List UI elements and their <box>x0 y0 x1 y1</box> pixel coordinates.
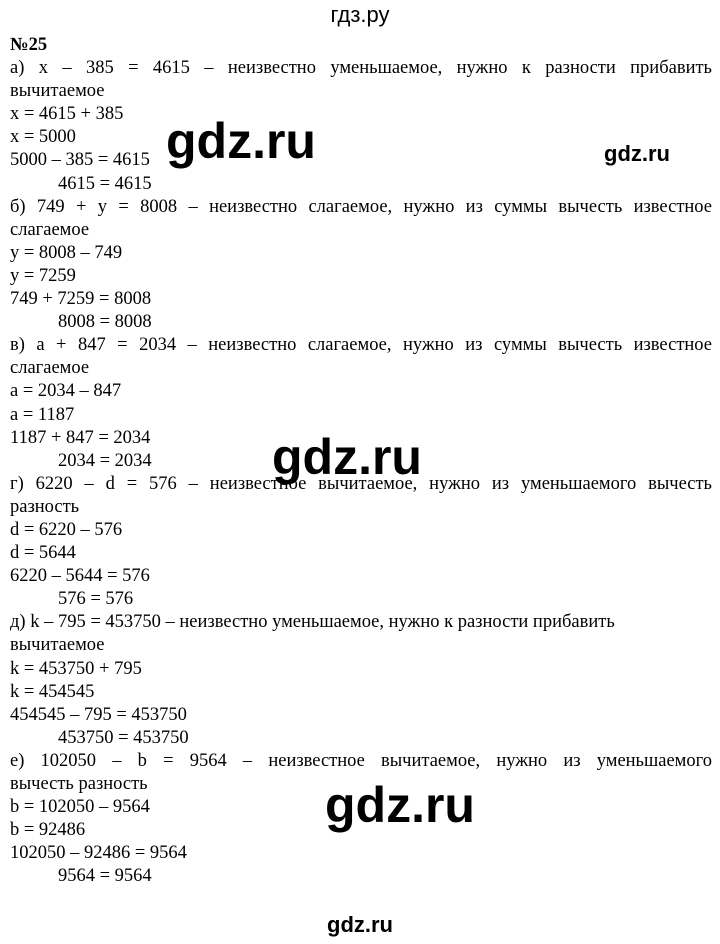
watermark: gdz.ru <box>325 777 475 833</box>
solution-line: 6220 – 5644 = 576 <box>10 566 150 587</box>
solution-line: вычитаемое <box>10 81 105 102</box>
solution-line: а) x – 385 = 4615 – неизвестно уменьшаемое, нужно к разности прибавить <box>10 58 712 79</box>
solution-line: вычитаемое <box>10 635 105 656</box>
solution-line: 2034 = 2034 <box>58 450 152 471</box>
solution-line: 454545 – 795 = 453750 <box>10 704 187 725</box>
solution-line: разность <box>10 496 80 517</box>
solution-line: 453750 = 453750 <box>58 727 189 748</box>
solution-line: б) 749 + y = 8008 – неизвестно слагаемое, нужно из суммы вычесть известное <box>10 196 712 217</box>
solution-line: в) a + 847 = 2034 – неизвестно слагаемое, нужно из суммы вычесть известное <box>10 335 712 356</box>
watermark-small: gdz.ru <box>604 141 670 166</box>
solution-line: 1187 + 847 = 2034 <box>10 427 151 448</box>
solution-line: b = 92486 <box>10 820 86 841</box>
solution-line: a = 2034 – 847 <box>10 381 122 402</box>
solution-line: 749 + 7259 = 8008 <box>10 289 152 310</box>
solution-line: 8008 = 8008 <box>58 312 152 333</box>
problem-title: №25 <box>10 35 48 55</box>
solution-line: г) 6220 – d = 576 – неизвестное вычитаемое, нужно из уменьшаемого вычесть <box>10 473 712 494</box>
site-footer: gdz.ru <box>327 912 393 937</box>
solution-line: y = 7259 <box>10 265 76 286</box>
watermark: gdz.ru <box>272 429 422 485</box>
solution-line: b = 102050 – 9564 <box>10 797 150 818</box>
solution-line: x = 4615 + 385 <box>10 104 124 125</box>
solution-line: d = 5644 <box>10 543 76 564</box>
solution-line: 102050 – 92486 = 9564 <box>10 843 187 864</box>
solution-line: 576 = 576 <box>58 589 134 610</box>
solution-line: 9564 = 9564 <box>58 866 152 887</box>
solution-line: k = 454545 <box>10 681 95 702</box>
solution-line: x = 5000 <box>10 127 76 148</box>
solution-line: е) 102050 – b = 9564 – неизвестное вычитаемое, нужно из уменьшаемого <box>10 750 712 771</box>
solution-line: слагаемое <box>10 219 90 240</box>
solution-line: 4615 = 4615 <box>58 173 152 194</box>
solution-line: вычесть разность <box>10 774 148 794</box>
solution-line: д) k – 795 = 453750 – неизвестно уменьшаемое, нужно к разности прибавить <box>10 612 615 633</box>
solution-line: a = 1187 <box>10 404 75 425</box>
site-header: гдз.ру <box>330 2 390 27</box>
solution-line: 5000 – 385 = 4615 <box>10 150 150 171</box>
solution-line: k = 453750 + 795 <box>10 658 142 679</box>
watermark: gdz.ru <box>166 113 316 169</box>
solution-line: слагаемое <box>10 358 90 379</box>
solution-line: d = 6220 – 576 <box>10 519 123 540</box>
solution-line: y = 8008 – 749 <box>10 242 123 263</box>
